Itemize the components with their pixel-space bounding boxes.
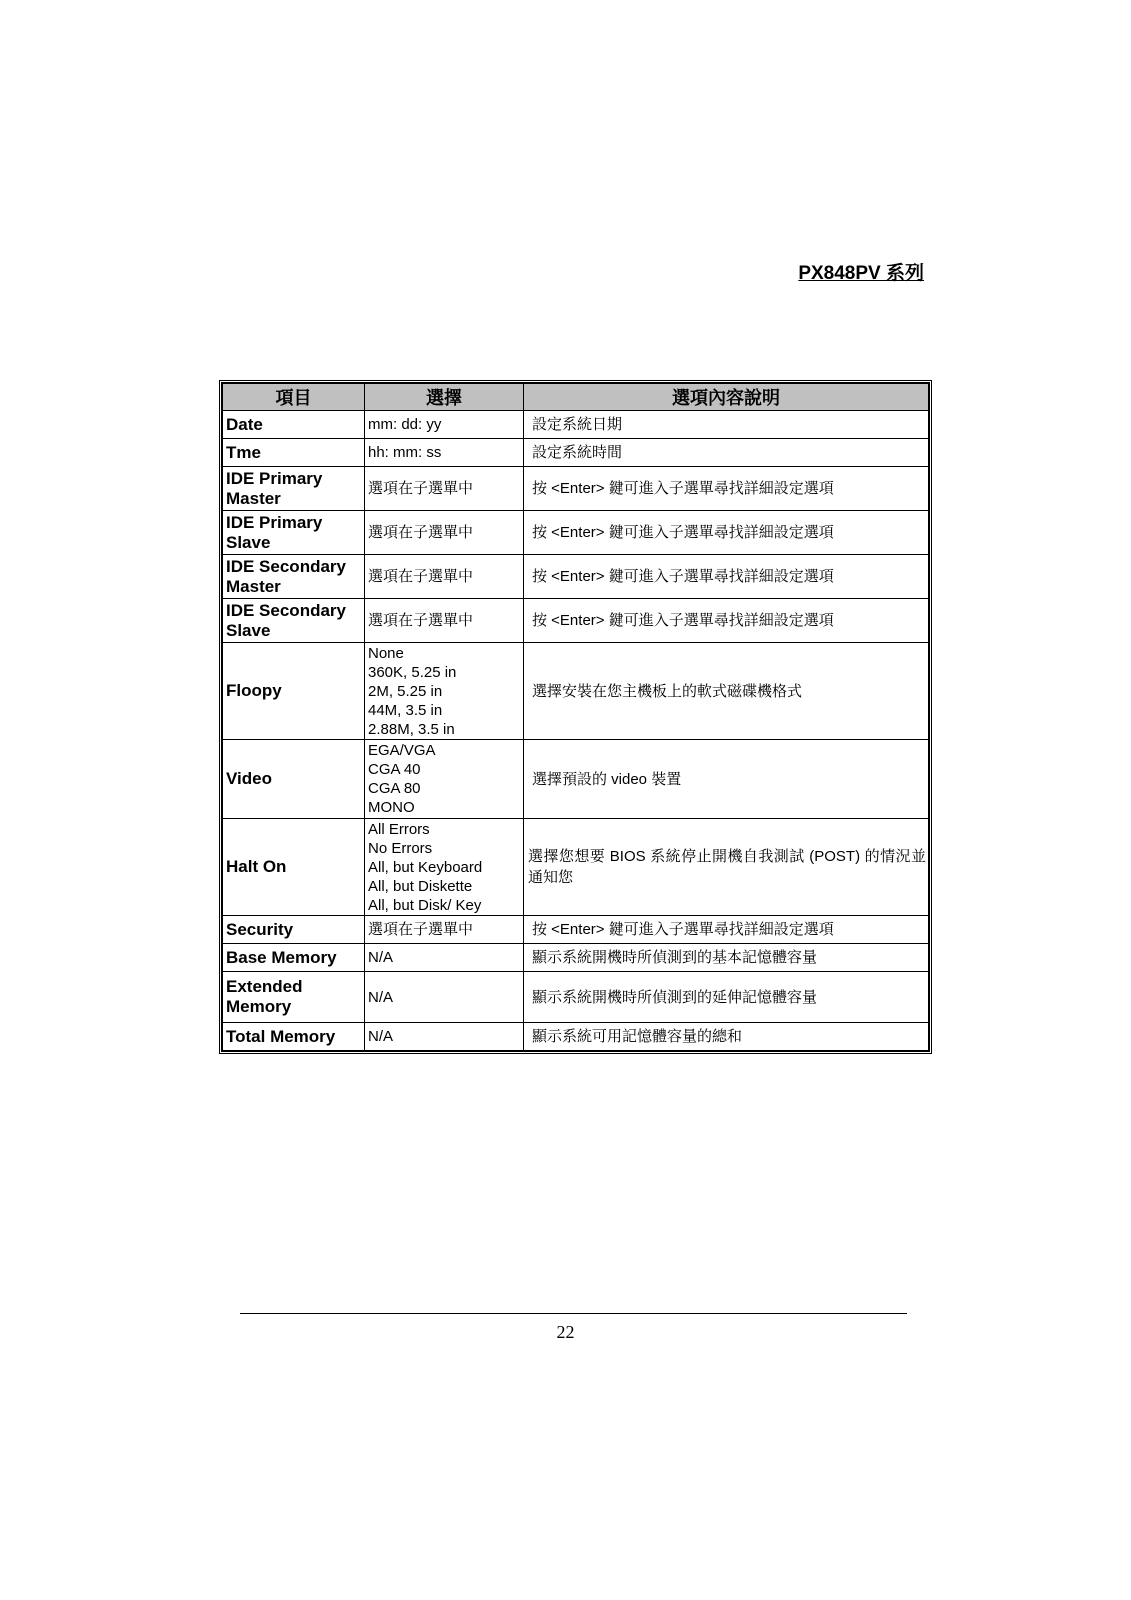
bios-settings-table [219,380,932,1054]
row-item: IDE Primary Master [223,467,365,511]
table-row [223,944,929,972]
row-choice: N/A [365,944,524,972]
choice-option: All, but Diskette [368,877,473,895]
column-header-description: 選項內容說明 [524,384,929,411]
row-choice: 選項在子選單中 [365,467,524,511]
row-choice: N/A [365,1023,524,1051]
row-choice: 選項在子選單中 [365,555,524,599]
row-item: IDE Secondary Master [223,555,365,599]
row-choice-list [365,643,524,740]
row-item: Date [223,411,365,439]
table-row [223,1023,929,1051]
row-choice-list [365,740,524,819]
choice-option: All Errors [368,820,430,838]
choice-option: 2.88M, 3.5 in [368,720,455,738]
table-row [223,740,929,819]
column-header-item: 項目 [223,384,365,411]
choice-option: None [368,644,404,662]
row-description: 按 <Enter> 鍵可進入子選單尋找詳細設定選項 [524,511,929,555]
row-description: 選擇安裝在您主機板上的軟式磁碟機格式 [524,643,929,740]
page-header-title: PX848PV 系列 [798,263,924,284]
row-description: 設定系統時間 [524,439,929,467]
row-description: 顯示系統開機時所偵測到的基本記憶體容量 [524,944,929,972]
table-row [223,972,929,1023]
table-row [223,819,929,916]
row-choice-list [365,819,524,916]
row-choice: 選項在子選單中 [365,511,524,555]
row-item: Floopy [223,643,365,740]
row-description: 按 <Enter> 鍵可進入子選單尋找詳細設定選項 [524,916,929,944]
row-item: IDE Secondary Slave [223,599,365,643]
table-row [223,467,929,511]
choice-option: EGA/VGA [368,742,436,759]
choice-option: MONO [368,799,415,816]
column-header-choice: 選擇 [365,384,524,411]
row-item: Halt On [223,819,365,916]
choice-option: 2M, 5.25 in [368,682,443,700]
row-choice: N/A [365,972,524,1023]
row-description: 選擇您想要 BIOS 系統停止開機自我測試 (POST) 的情況並通知您 [524,819,929,916]
row-item: Total Memory [223,1023,365,1051]
choice-option: CGA 80 [368,780,421,797]
table-row [223,916,929,944]
choice-option: 360K, 5.25 in [368,663,457,681]
table-row [223,643,929,740]
row-description: 選擇預設的 video 裝置 [524,740,929,819]
page-number: 22 [556,1322,575,1342]
row-item: Base Memory [223,944,365,972]
table-row [223,411,929,439]
choice-option: 44M, 3.5 in [368,701,443,719]
choice-option: All, but Disk/ Key [368,896,482,914]
row-item: Tme [223,439,365,467]
table-row [223,439,929,467]
row-item: Extended Memory [223,972,365,1023]
choice-option: CGA 40 [368,761,421,778]
row-description: 按 <Enter> 鍵可進入子選單尋找詳細設定選項 [524,555,929,599]
table-header-row [223,384,929,411]
row-description: 顯示系統可用記憶體容量的總和 [524,1023,929,1051]
row-description: 設定系統日期 [524,411,929,439]
row-choice: hh: mm: ss [365,439,524,467]
row-description: 按 <Enter> 鍵可進入子選單尋找詳細設定選項 [524,467,929,511]
choice-option: No Errors [368,839,433,857]
table-row [223,511,929,555]
row-choice: 選項在子選單中 [365,599,524,643]
row-choice: 選項在子選單中 [365,916,524,944]
choice-option: All, but Keyboard [368,858,483,876]
row-description: 按 <Enter> 鍵可進入子選單尋找詳細設定選項 [524,599,929,643]
table-row [223,555,929,599]
footer-divider [240,1313,907,1314]
row-item: Security [223,916,365,944]
row-choice: mm: dd: yy [365,411,524,439]
table-row [223,599,929,643]
row-description: 顯示系統開機時所偵測到的延伸記憶體容量 [524,972,929,1023]
row-item: Video [223,740,365,819]
row-item: IDE Primary Slave [223,511,365,555]
